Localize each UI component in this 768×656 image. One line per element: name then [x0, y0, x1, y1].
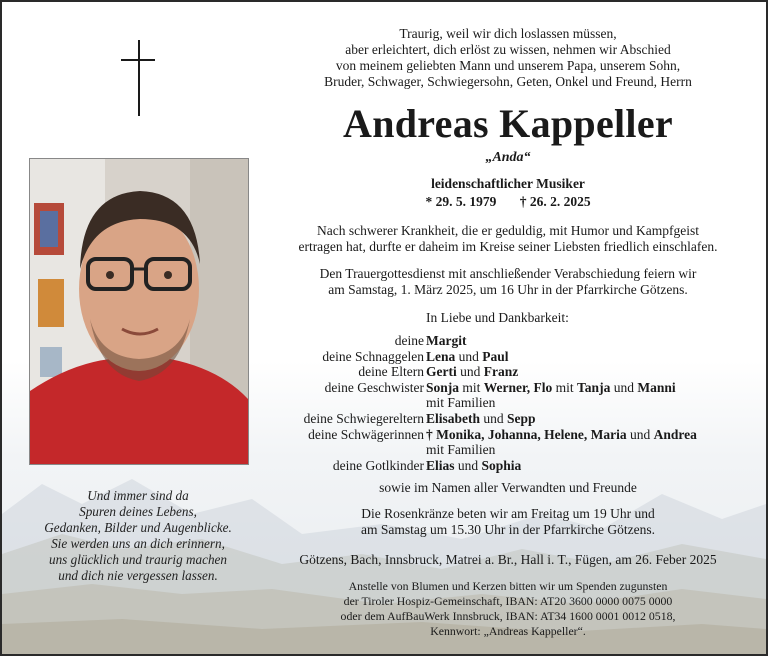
family-relation: deine — [394, 333, 424, 348]
family-name-part: Tanja — [577, 379, 611, 395]
family-names — [426, 442, 495, 458]
family-row — [264, 364, 764, 380]
quote-line: uns glücklich und traurig machen — [48, 552, 227, 568]
family-name-part: und — [454, 457, 482, 473]
family-name-part: und — [610, 379, 638, 395]
family-row — [264, 411, 764, 427]
family-name-part: Elisabeth — [426, 410, 481, 426]
birth-date: * 29. 5. 1979 — [425, 194, 497, 209]
portrait-illustration — [30, 159, 248, 464]
family-name-part: † Monika, Johanna, Helene, Maria — [426, 426, 627, 442]
intro-line: Traurig, weil wir dich loslassen müssen, — [399, 26, 617, 41]
donation-request — [264, 579, 752, 639]
family-relation: deine Eltern — [358, 364, 424, 380]
place-date: Götzens, Bach, Innsbruck, Matrei a. Br., Hall i. T., Fügen, am 26. Feber 2025 — [299, 552, 717, 567]
memorial-quote — [24, 488, 252, 585]
family-names — [426, 427, 697, 443]
family-relation: deine Gotlkinder — [332, 457, 424, 473]
death-notice-line: ertragen hat, durfte er daheim im Kreise seiner Liebsten friedlich einschlafen. — [298, 239, 718, 254]
family-name-part: Werner, Flo — [483, 379, 553, 395]
family-names — [426, 333, 466, 349]
deceased-name: Andreas Kappeller — [343, 101, 673, 146]
thanks-heading: In Liebe und Dankbarkeit: — [426, 310, 569, 325]
family-name-part: Gerti — [426, 364, 457, 380]
death-notice-line: Nach schwerer Krankheit, die er geduldig, mit Humor und Kampfgeist — [316, 223, 699, 238]
intro-line: Bruder, Schwager, Schwiegersohn, Geten, Onkel und Freund, Herrn — [324, 74, 692, 89]
family-name-part: Andrea — [653, 426, 697, 442]
death-notice — [264, 223, 752, 255]
death-date: † 26. 2. 2025 — [519, 194, 591, 209]
portrait-photo — [29, 158, 249, 465]
quote-line: Gedanken, Bilder und Augenblicke. — [44, 520, 232, 536]
family-row — [264, 427, 764, 443]
family-row — [264, 380, 764, 396]
family-relation: deine Schnaggelen — [322, 348, 424, 364]
donation-line: Kennwort: „Andreas Kappeller“. — [430, 624, 586, 638]
family-row — [264, 333, 764, 349]
rosary-line: Die Rosenkränze beten wir am Freitag um 19 Uhr und — [361, 506, 655, 521]
donation-line: Anstelle von Blumen und Kerzen bitten wir um Spenden zugunsten — [348, 579, 668, 593]
family-name-part: Margit — [426, 333, 467, 348]
family-name-part: mit — [552, 379, 578, 395]
family-relation: deine Schwägerinnen — [308, 426, 424, 442]
family-name-part: Manni — [637, 379, 676, 395]
family-list — [264, 333, 764, 473]
service-line: Den Trauergottesdienst mit anschließender Verabschiedung feiern wir — [319, 266, 697, 281]
family-names — [426, 380, 676, 396]
intro-line: von meinem geliebten Mann und unserem Papa, unserem Sohn, — [335, 58, 681, 73]
donation-line: der Tiroler Hospiz-Gemeinschaft, IBAN: AT20 3600 0000 0075 0000 — [343, 594, 673, 608]
family-name-part: Elias — [426, 457, 455, 473]
service-line: am Samstag, 1. März 2025, um 16 Uhr in der Pfarrkirche Götzens. — [328, 282, 688, 297]
family-name-part: und — [455, 348, 483, 364]
family-name-part: und — [456, 364, 484, 380]
rosary-info — [264, 506, 752, 538]
family-row — [264, 442, 764, 458]
family-name-part: Sonja — [426, 379, 460, 395]
family-relation: deine Geschwister — [324, 379, 424, 395]
family-relation: deine Schwiegereltern — [303, 410, 424, 426]
funeral-service-info — [264, 266, 752, 298]
rosary-line: am Samstag um 15.30 Uhr in der Pfarrkirche Götzens. — [361, 522, 655, 537]
intro-text — [264, 26, 752, 90]
family-name-part: Paul — [482, 348, 509, 364]
family-name-part: mit — [459, 379, 484, 395]
profession: leidenschaftlicher Musiker — [431, 176, 585, 191]
family-names — [426, 364, 518, 380]
life-dates — [264, 194, 752, 210]
family-names — [426, 349, 509, 365]
family-names — [426, 411, 536, 427]
quote-line: Sie werden uns an dich erinnern, — [51, 536, 225, 552]
family-row — [264, 395, 764, 411]
family-name-part: und — [626, 426, 654, 442]
intro-line: aber erleichtert, dich erlöst zu wissen, nehmen wir Abschied — [345, 42, 671, 57]
family-name-part: Lena — [426, 348, 456, 364]
quote-line: Und immer sind da — [87, 488, 189, 503]
relatives-line: sowie im Namen aller Verwandten und Freunde — [379, 480, 637, 495]
family-name-part: Sophia — [481, 457, 522, 473]
donation-line: oder dem AufBauWerk Innsbruck, IBAN: AT34 1600 0001 0012 0518, — [340, 609, 676, 623]
cross-icon — [127, 40, 167, 116]
nickname: „Anda“ — [485, 150, 531, 165]
family-names — [426, 395, 495, 411]
family-names — [426, 458, 521, 474]
quote-line: Spuren deines Lebens, — [79, 504, 197, 520]
family-name-part: mit Familien — [426, 395, 496, 411]
family-name-part: und — [480, 410, 508, 426]
family-name-part: Sepp — [507, 410, 536, 426]
family-name-part: mit Familien — [426, 442, 496, 458]
quote-line: und dich nie vergessen lassen. — [58, 568, 218, 584]
family-row — [264, 458, 764, 474]
family-name-part: Franz — [483, 364, 519, 380]
family-row — [264, 349, 764, 365]
